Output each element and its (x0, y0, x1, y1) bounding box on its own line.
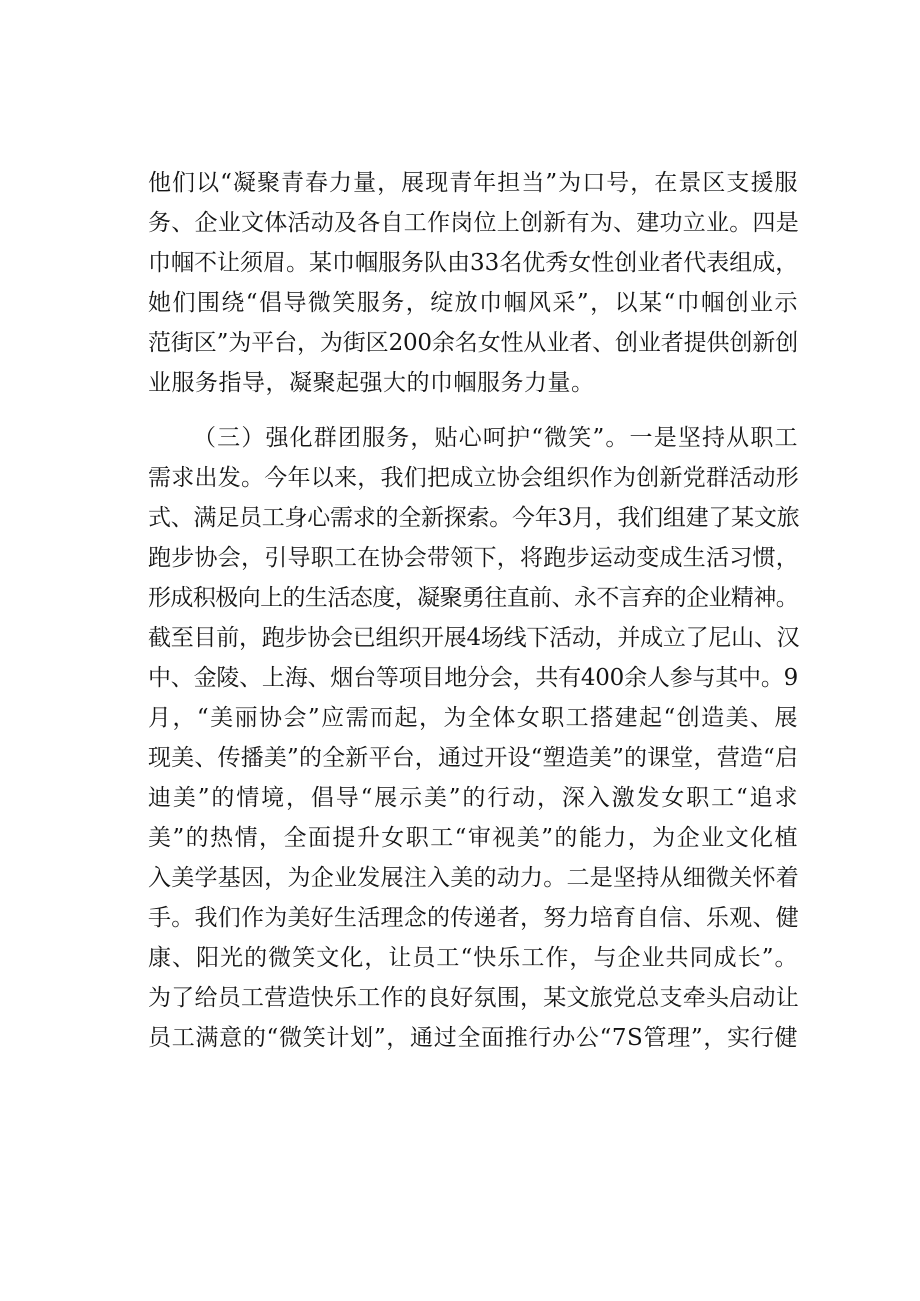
text-line-8: 需求出发。今年以来，我们把成立协会组织作为创新党群活动形 (148, 465, 799, 491)
text-line-16: 迪美”的情境，倡导“展示美”的行动，深入激发女职工“追求 (148, 785, 798, 811)
text-line-6: 业服务指导，凝聚起强大的巾帼服务力量。 (148, 370, 595, 396)
text-line-20: 康、阳光的微笑文化，让员工“快乐工作，与企业共同成长”。 (148, 945, 798, 971)
text-line-18: 入美学基因，为企业发展注入美的动力。二是坚持从细微关怀着 (148, 865, 799, 891)
text-line-22: 员工满意的“微笑计划”，通过全面推行办公“7S管理”，实行健 (148, 1025, 798, 1051)
text-line-5: 范街区”为平台，为街区200余名女性从业者、创业者提供创新创 (148, 330, 798, 356)
text-line-4: 她们围绕“倡导微笑服务，绽放巾帼风采”，以某“巾帼创业示 (148, 290, 798, 316)
text-line-19: 手。我们作为美好生活理念的传递者，努力培育自信、乐观、健 (148, 905, 799, 931)
text-line-15: 现美、传播美”的全新平台，通过开设“塑造美”的课堂，营造“启 (148, 745, 798, 771)
text-line-13: 中、金陵、上海、烟台等项目地分会，共有400余人参与其中。9 (148, 665, 798, 691)
text-line-14: 月，“美丽协会”应需而起，为全体女职工搭建起“创造美、展 (148, 705, 798, 731)
text-line-11: 形成积极向上的生活态度，凝聚勇往直前、永不言弃的企业精神。 (148, 585, 798, 611)
text-line-21: 为了给员工营造快乐工作的良好氛围，某文旅党总支牵头启动让 (148, 985, 799, 1011)
section-heading-line: （三）强化群团服务，贴心呵护“微笑”。一是坚持从职工 (193, 425, 798, 451)
text-line-17: 美”的热情，全面提升女职工“审视美”的能力，为企业文化植 (148, 825, 798, 851)
text-line-3: 巾帼不让须眉。某巾帼服务队由33名优秀女性创业者代表组成， (148, 250, 799, 276)
text-line-12: 截至目前，跑步协会已组织开展4场线下活动，并成立了尼山、汉 (148, 625, 800, 651)
text-line-1: 他们以“凝聚青春力量，展现青年担当”为口号，在景区支援服 (148, 170, 798, 196)
text-line-2: 务、企业文体活动及各自工作岗位上创新有为、建功立业。四是 (148, 210, 799, 236)
text-line-9: 式、满足员工身心需求的全新探索。今年3月，我们组建了某文旅 (148, 505, 800, 531)
text-line-10: 跑步协会，引导职工在协会带领下，将跑步运动变成生活习惯， (148, 545, 799, 571)
